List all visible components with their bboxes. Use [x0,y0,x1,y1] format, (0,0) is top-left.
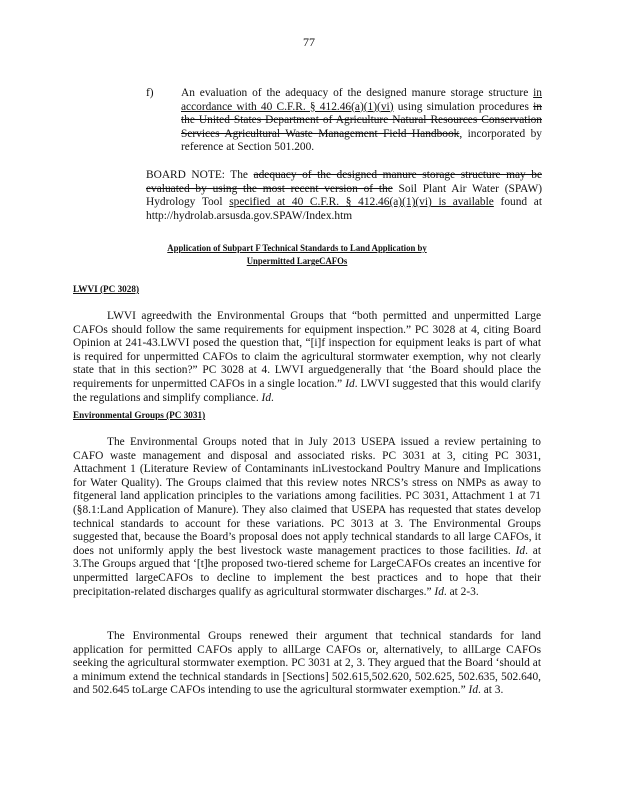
citation-id: Id [345,377,355,390]
item-marker: f) [146,87,154,99]
paragraph-env1-text-3: . at 2-3. [443,585,479,598]
item-f-text-1: An evaluation of the adequacy of the designed manure storage structure [181,87,534,99]
item-f-text [181,87,542,155]
paragraph-lwvi-text-2: . LWVI suggested that this would clarify the regulations and simplify compliance. [73,377,541,404]
board-note [146,169,542,223]
item-f [146,87,542,155]
page-number: 77 [303,35,315,49]
subheading-environmental-groups: Environmental Groups (PC 3031) [73,410,206,420]
board-note-url-text: found at http://hydrolab.arsusda.gov.SPAW/Index.htm [146,196,542,222]
item-f-text-3: , incorporated by reference at Section 501.200. [181,127,542,154]
board-note-label: BOARD NOTE: The [146,169,254,181]
item-f-deleted-text: in the United States Department of Agriculture Natural Resources Conservation Services Agricultural Waste Management Field Handbook [181,100,542,140]
paragraph-env1-text-2: . at 3.The Groups argued that ‘[t]he proposed two-tiered scheme for LargeCAFOs creates an incentive for unpermitted largeCAFOs to decline to implement the best practices and to hope that their precipitation-related discharges qualify as agricultural stormwater discharges.” [73,544,541,598]
subheading-lwvi: LWVI (PC 3028) [73,284,140,294]
section-heading [126,242,468,268]
citation-id: Id [434,585,444,598]
section-heading-line-1: Application of Subpart F Technical Standards to Land Application by [167,243,427,253]
paragraph-env2-text: The Environmental Groups renewed their argument that technical standards for land application for permitted CAFOs apply to allLarge CAFOs or, alternatively, to allLarge CAFOs seeking the agricultural stormwater exemption. PC 3031 at 2, 3. They argued that the Board ‘should at a minimum extend the technical standards in [Sections] 502.615,502.620, 502.625, 502.635, 502.640, and 502.645 toLarge CAFOs intending to use the agricultural stormwater exemption.” [73,630,541,697]
paragraph-lwvi [73,310,541,405]
paragraph-lwvi-text-3: . [271,391,274,404]
citation-id: Id [468,684,479,697]
item-f-inserted-text: in accordance with 40 C.F.R. § 412.46(a)(1)(vi) [181,87,542,113]
paragraph-environmental-groups-1 [73,436,541,599]
citation-id: Id [515,544,526,557]
item-f-text-2: using simulation procedures [393,100,534,113]
section-heading-line-2: Unpermitted LargeCAFOs [246,256,348,266]
board-note-text: Soil Plant Air Water (SPAW) Hydrology Tool [146,182,542,209]
board-note-inserted-text: specified at 40 C.F.R. § 412.46(a)(1)(vi) is available [229,196,494,209]
paragraph-env2-text-2: . at 3. [478,684,504,697]
paragraph-env1-text: The Environmental Groups noted that in July 2013 USEPA issued a review pertaining to CAFO waste management and disposal and associated risks. PC 3031 at 3, citing PC 3031, Attachment 1 (Literature Review of Contaminants inLivestockand Poultry Manure and Implications for Water Quality). The Groups claimed that this review notes NRCS’s stress on NMPs as away to fitgeneral land application principles to the variations among facilities. PC 3031, Attachment 1 at 71 (§8.1:Land Application of Manure). They also claimed that USEPA has requested that states develop technical standards to account for these variations. PC 3013 at 3. The Environmental Groups suggested that, because the Board’s proposal does not apply technical standards to all large CAFOs, it does not uniformly apply the best livestock waste management practices to those facilities. [73,436,541,557]
board-note-deleted-text: adequacy of the designed manure storage structure may be evaluated by using the most recent version of the [146,169,542,195]
paragraph-lwvi-text: LWVI agreedwith the Environmental Groups that “both permitted and unpermitted Large CAFOs should follow the same requirements for equipment inspection.” PC 3028 at 4, citing Board Opinion at 241-43.LWVI posed the question that, “[i]f inspection for equipment leaks is part of what is required for unpermitted CAFOs to claim the agricultural stormwater exemption, why not clearly state that in this section?” PC 3028 at 4. LWVI arguedgenerally that ‘the Board should place the requirements for unpermitted CAFOs in a single location.” [73,310,541,390]
citation-id: Id [261,391,272,404]
paragraph-environmental-groups-2 [73,630,541,698]
